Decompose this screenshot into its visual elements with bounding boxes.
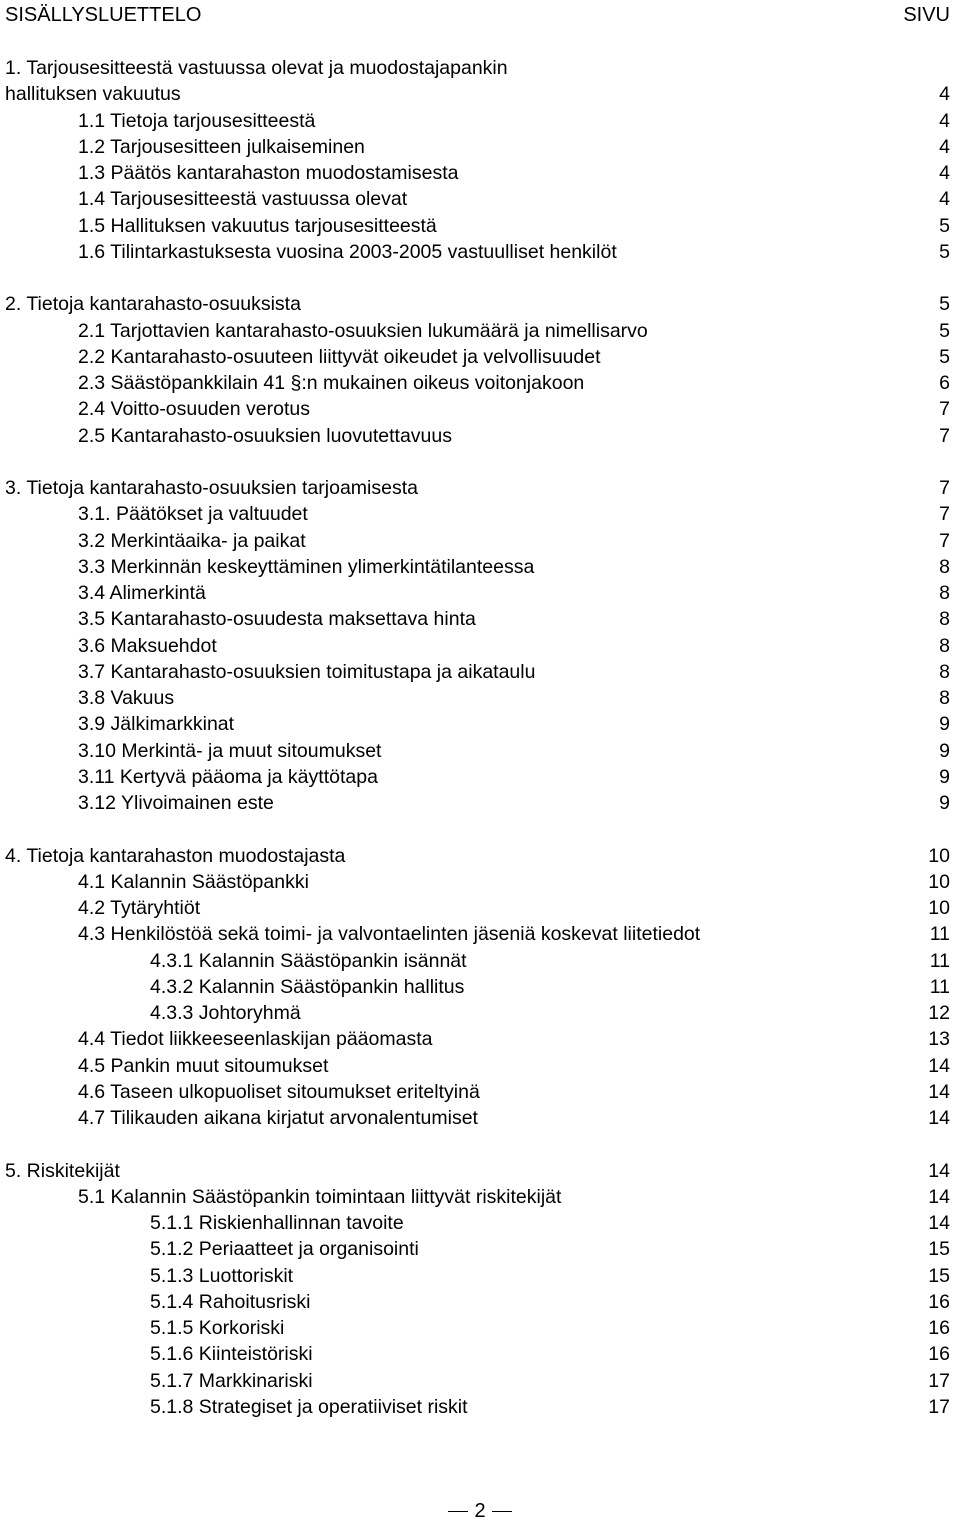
toc-entry-page: 13 — [928, 1028, 950, 1050]
toc-entry-text: 4.3.2 Kalannin Säästöpankin hallitus — [150, 976, 465, 998]
toc-row — [0, 791, 960, 815]
toc-entry-page: 17 — [928, 1370, 950, 1392]
toc-row — [0, 319, 960, 343]
toc-row — [0, 555, 960, 579]
toc-entry-page: 12 — [928, 1002, 950, 1024]
toc-row — [0, 844, 960, 868]
toc-entry-text: 4.2 Tytäryhtiöt — [78, 897, 201, 919]
toc-entry-text: 1.6 Tilintarkastuksesta vuosina 2003-2005 vastuulliset henkilöt — [78, 241, 617, 263]
toc-row — [0, 949, 960, 973]
toc-entry-text: 5.1.4 Rahoitusriski — [150, 1291, 311, 1313]
toc-entry-text: 3.5 Kantarahasto-osuudesta maksettava hinta — [78, 608, 476, 630]
toc-entry-page: 4 — [939, 83, 950, 105]
toc-entry-text: 1.5 Hallituksen vakuutus tarjousesitteestä — [78, 215, 437, 237]
toc-row — [0, 161, 960, 185]
toc-row — [0, 240, 960, 264]
toc-entry-page: 10 — [928, 871, 950, 893]
toc-entry-page: 16 — [928, 1317, 950, 1339]
toc-row — [0, 345, 960, 369]
toc-entry-text: 3.6 Maksuehdot — [78, 635, 217, 657]
toc-entry-page: 8 — [939, 556, 950, 578]
toc-entry-text: 4.3.3 Johtoryhmä — [150, 1002, 301, 1024]
toc-entry-text: 4.4 Tiedot liikkeeseenlaskijan pääomasta — [78, 1028, 433, 1050]
toc-entry-text: 4.5 Pankin muut sitoumukset — [78, 1055, 329, 1077]
toc-entry-page: 8 — [939, 661, 950, 683]
toc-entry-page: 14 — [928, 1186, 950, 1208]
toc-row — [0, 712, 960, 736]
toc-entry-text: 4. Tietoja kantarahaston muodostajasta — [5, 845, 346, 867]
toc-row — [0, 739, 960, 763]
toc-row — [0, 187, 960, 211]
toc-entry-text: 3.8 Vakuus — [78, 687, 175, 709]
page-number: 2 — [474, 1500, 486, 1522]
toc-row — [0, 607, 960, 631]
toc-entry-page: 9 — [939, 792, 950, 814]
toc-entry-page: 8 — [939, 608, 950, 630]
toc-entry-page: 5 — [939, 320, 950, 342]
toc-row — [0, 1080, 960, 1104]
toc-entry-text: 1. Tarjousesitteestä vastuussa olevat ja muodostajapankin — [5, 57, 508, 79]
toc-row — [0, 1369, 960, 1393]
toc-entry-text: 4.1 Kalannin Säästöpankki — [78, 871, 309, 893]
toc-row — [0, 1237, 960, 1261]
toc-row — [0, 1001, 960, 1025]
toc-entry-text: 5.1.6 Kiinteistöriski — [150, 1343, 313, 1365]
toc-entry-page: 14 — [928, 1081, 950, 1103]
toc-entry-page: 5 — [939, 241, 950, 263]
toc-entry-page: 8 — [939, 635, 950, 657]
toc-entry-page: 9 — [939, 713, 950, 735]
toc-row — [0, 397, 960, 421]
toc-entry-text: 4.3 Henkilöstöä sekä toimi- ja valvontaelinten jäseniä koskevat liitetiedot — [78, 923, 701, 945]
toc-entry-text: 3. Tietoja kantarahasto-osuuksien tarjoamisesta — [5, 477, 418, 499]
toc-row — [0, 56, 960, 80]
toc-entry-text: 4.7 Tilikauden aikana kirjatut arvonalentumiset — [78, 1107, 478, 1129]
toc-row — [0, 1054, 960, 1078]
toc-entry-text: 3.11 Kertyvä pääoma ja käyttötapa — [78, 766, 378, 788]
toc-entry-text: 2.3 Säästöpankkilain 41 §:n mukainen oikeus voitonjakoon — [78, 372, 585, 394]
toc-row — [0, 1264, 960, 1288]
toc-entry-text: 5. Riskitekijät — [5, 1160, 120, 1182]
page-column-heading: SIVU — [903, 4, 950, 26]
toc-entry-text: 5.1.5 Korkoriski — [150, 1317, 285, 1339]
toc-entry-text: 4.6 Taseen ulkopuoliset sitoumukset eriteltyinä — [78, 1081, 480, 1103]
toc-row — [0, 292, 960, 316]
toc-entry-page: 9 — [939, 740, 950, 762]
toc-entry-text: 3.1. Päätökset ja valtuudet — [78, 503, 308, 525]
toc-row — [0, 686, 960, 710]
toc-entry-text: 1.1 Tietoja tarjousesitteestä — [78, 110, 316, 132]
toc-row — [0, 1342, 960, 1366]
toc-entry-text: 5.1 Kalannin Säästöpankin toimintaan liittyvät riskitekijät — [78, 1186, 562, 1208]
toc-row — [0, 1211, 960, 1235]
toc-entry-text: 1.2 Tarjousesitteen julkaiseminen — [78, 136, 365, 158]
toc-entry-page: 9 — [939, 766, 950, 788]
toc-entry-page: 7 — [939, 477, 950, 499]
toc-entry-text: 3.10 Merkintä- ja muut sitoumukset — [78, 740, 382, 762]
toc-row — [0, 529, 960, 553]
toc-entry-page: 14 — [928, 1160, 950, 1182]
toc-entry-page: 4 — [939, 162, 950, 184]
toc-entry-page: 14 — [928, 1107, 950, 1129]
toc-entry-page: 4 — [939, 110, 950, 132]
toc-entry-page: 16 — [928, 1343, 950, 1365]
toc-entry-page: 16 — [928, 1291, 950, 1313]
toc-entry-page: 15 — [928, 1265, 950, 1287]
toc-row — [0, 660, 960, 684]
toc-entry-page: 11 — [929, 923, 950, 945]
toc-entry-text: 3.7 Kantarahasto-osuuksien toimitustapa ja aikataulu — [78, 661, 536, 683]
toc-entry-page: 7 — [939, 398, 950, 420]
toc-row — [0, 1185, 960, 1209]
toc-entry-page: 5 — [939, 346, 950, 368]
toc-entry-text: 2.2 Kantarahasto-osuuteen liittyvät oikeudet ja velvollisuudet — [78, 346, 601, 368]
toc-row — [0, 424, 960, 448]
toc-entry-text: 5.1.2 Periaatteet ja organisointi — [150, 1238, 419, 1260]
toc-entry-text: 4.3.1 Kalannin Säästöpankin isännät — [150, 950, 467, 972]
toc-entry-page: 7 — [939, 530, 950, 552]
toc-row — [0, 82, 960, 106]
toc-row — [0, 371, 960, 395]
toc-entry-text: 1.3 Päätös kantarahaston muodostamisesta — [78, 162, 459, 184]
toc-entry-text: 1.4 Tarjousesitteestä vastuussa olevat — [78, 188, 408, 210]
toc-row — [0, 502, 960, 526]
toc-entry-page: 4 — [939, 136, 950, 158]
toc-row — [0, 1290, 960, 1314]
toc-row — [0, 214, 960, 238]
toc-entry-text: 2.5 Kantarahasto-osuuksien luovutettavuus — [78, 425, 452, 447]
toc-entry-text: 5.1.8 Strategiset ja operatiiviset riskit — [150, 1396, 468, 1418]
toc-row — [0, 581, 960, 605]
toc-row — [0, 476, 960, 500]
toc-entry-page: 11 — [929, 976, 950, 998]
toc-entry-text: 5.1.1 Riskienhallinnan tavoite — [150, 1212, 404, 1234]
toc-row — [0, 1159, 960, 1183]
toc-entry-page: 4 — [939, 188, 950, 210]
toc-entry-page: 14 — [928, 1212, 950, 1234]
toc-entry-page: 7 — [939, 425, 950, 447]
toc-row — [0, 922, 960, 946]
toc-row — [0, 634, 960, 658]
toc-entry-page: 10 — [928, 897, 950, 919]
footer-dash-left — [448, 1511, 468, 1512]
toc-entry-page: 5 — [939, 215, 950, 237]
toc-row — [0, 1316, 960, 1340]
toc-entry-text: hallituksen vakuutus — [5, 83, 181, 105]
toc-entry-text: 2.4 Voitto-osuuden verotus — [78, 398, 310, 420]
toc-row — [0, 765, 960, 789]
toc-entry-page: 15 — [928, 1238, 950, 1260]
toc-entry-page: 10 — [928, 845, 950, 867]
page-footer — [0, 1500, 960, 1522]
toc-title: SISÄLLYSLUETTELO — [5, 4, 202, 26]
toc-entry-text: 5.1.7 Markkinariski — [150, 1370, 313, 1392]
toc-entry-text: 2. Tietoja kantarahasto-osuuksista — [5, 293, 301, 315]
toc-row — [0, 896, 960, 920]
toc-row — [0, 1395, 960, 1419]
toc-row — [0, 1027, 960, 1051]
toc-entry-text: 3.2 Merkintäaika- ja paikat — [78, 530, 306, 552]
toc-entry-text: 3.4 Alimerkintä — [78, 582, 206, 604]
toc-entry-page: 7 — [939, 503, 950, 525]
toc-row — [0, 109, 960, 133]
toc-entry-page: 5 — [939, 293, 950, 315]
toc-entry-page: 8 — [939, 582, 950, 604]
toc-entry-page: 8 — [939, 687, 950, 709]
toc-entry-page: 6 — [939, 372, 950, 394]
toc-entry-text: 3.9 Jälkimarkkinat — [78, 713, 235, 735]
toc-entry-page: 14 — [928, 1055, 950, 1077]
toc-entry-text: 3.3 Merkinnän keskeyttäminen ylimerkintätilanteessa — [78, 556, 535, 578]
toc-row — [0, 975, 960, 999]
toc-row — [0, 1106, 960, 1130]
toc-row — [0, 870, 960, 894]
toc-entry-text: 5.1.3 Luottoriskit — [150, 1265, 294, 1287]
toc-entry-text: 3.12 Ylivoimainen este — [78, 792, 274, 814]
toc-entry-page: 11 — [929, 950, 950, 972]
toc-row — [0, 135, 960, 159]
footer-dash-right — [492, 1511, 512, 1512]
toc-entry-page: 17 — [928, 1396, 950, 1418]
toc-entry-text: 2.1 Tarjottavien kantarahasto-osuuksien lukumäärä ja nimellisarvo — [78, 320, 648, 342]
